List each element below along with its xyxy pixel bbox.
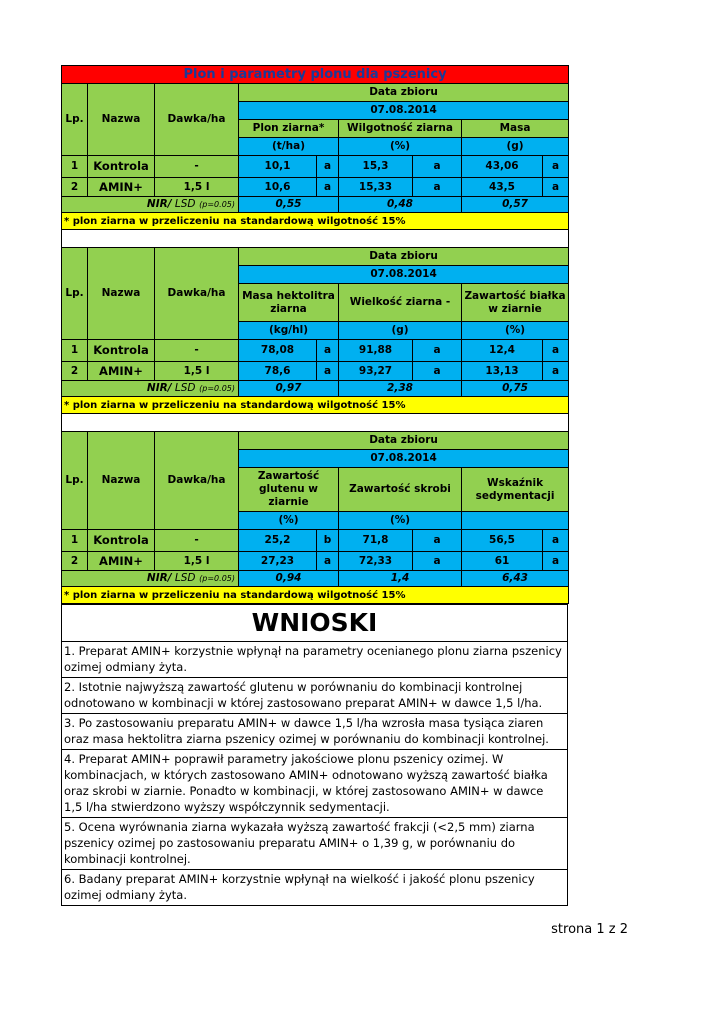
col-header: Zawartość białka w ziarnie xyxy=(462,284,569,322)
unit-header: (t/ha) xyxy=(239,138,339,156)
header-dawka: Dawka/ha xyxy=(155,248,239,340)
cell-value: 93,27 xyxy=(339,362,413,381)
cell-group: a xyxy=(543,552,569,571)
page-number: strona 1 z 2 xyxy=(551,922,628,937)
nir-label: NIR/ LSD (p=0.05) xyxy=(62,381,239,397)
table-row xyxy=(62,340,569,362)
cell-nazwa: AMIN+ xyxy=(88,178,155,197)
cell-value: 78,08 xyxy=(239,340,317,362)
cell-group: b xyxy=(317,530,339,552)
cell-value: 43,06 xyxy=(462,156,543,178)
cell-group: a xyxy=(543,530,569,552)
cell-value: 61 xyxy=(462,552,543,571)
nir-row xyxy=(62,197,569,213)
cell-group: a xyxy=(413,362,462,381)
conclusions-section xyxy=(61,604,568,906)
unit-header: (%) xyxy=(339,512,462,530)
cell-value: 43,5 xyxy=(462,178,543,197)
cell-value: 10,6 xyxy=(239,178,317,197)
nir-value: 1,4 xyxy=(339,571,462,587)
cell-value: 71,8 xyxy=(339,530,413,552)
col-header: Wilgotność ziarna xyxy=(339,120,462,138)
cell-nazwa: Kontrola xyxy=(88,340,155,362)
cell-dawka: - xyxy=(155,530,239,552)
conclusion-item: 6. Badany preparat AMIN+ korzystnie wpłynął na wielkość i jakość plonu pszenicy ozimej odmiany żyta. xyxy=(64,872,535,902)
nir-value: 0,97 xyxy=(239,381,339,397)
cell-group: a xyxy=(543,156,569,178)
conclusion-item: 2. Istotnie najwyższą zawartość glutenu w porównaniu do kombinacji kontrolnej odnotowano w kombinacji w której zastosowano preparat AMIN+ w dawce 1,5 l/ha. xyxy=(62,678,567,714)
nir-row xyxy=(62,381,569,397)
header-lp: Lp. xyxy=(62,432,88,530)
footnote: * plon ziarna w przeliczeniu na standardową wilgotność 15% xyxy=(62,587,569,604)
unit-header xyxy=(462,512,569,530)
cell-value: 72,33 xyxy=(339,552,413,571)
nir-value: 0,55 xyxy=(239,197,339,213)
header-lp: Lp. xyxy=(62,248,88,340)
unit-header: (%) xyxy=(462,322,569,340)
unit-header: (g) xyxy=(462,138,569,156)
nir-value: 0,75 xyxy=(462,381,569,397)
cell-group: a xyxy=(413,156,462,178)
cell-dawka: - xyxy=(155,340,239,362)
table-title: Plon i parametry plonu dla pszenicy xyxy=(62,66,569,84)
header-date: 07.08.2014 xyxy=(239,102,569,120)
cell-lp: 2 xyxy=(62,552,88,571)
cell-lp: 2 xyxy=(62,362,88,381)
results-table xyxy=(61,65,569,604)
cell-group: a xyxy=(543,178,569,197)
cell-nazwa: AMIN+ xyxy=(88,362,155,381)
conclusion-item: 5. Ocena wyrównania ziarna wykazała wyższą zawartość frakcji (<2,5 mm) ziarna pszenicy ozimej po zastosowaniu preparatu AMIN+ o 1,39 g, w porównaniu do kombinacji kontrolnej. xyxy=(62,818,567,870)
cell-group: a xyxy=(413,340,462,362)
cell-nazwa: AMIN+ xyxy=(88,552,155,571)
cell-value: 91,88 xyxy=(339,340,413,362)
conclusion-item: 1. Preparat AMIN+ korzystnie wpłynął na parametry ocenianego plonu ziarna pszenicy ozimej odmiany żyta. xyxy=(62,642,567,678)
header-dawka: Dawka/ha xyxy=(155,432,239,530)
nir-label: NIR/ LSD (p=0.05) xyxy=(62,571,239,587)
results-sheet xyxy=(61,65,568,906)
conclusion-item: 3. Po zastosowaniu preparatu AMIN+ w dawce 1,5 l/ha wzrosła masa tysiąca ziaren oraz masa hektolitra ziarna pszenicy ozimej w porównaniu do kombinacji kontrolnej. xyxy=(62,714,567,750)
table-row xyxy=(62,530,569,552)
cell-dawka: 1,5 l xyxy=(155,178,239,197)
header-date: 07.08.2014 xyxy=(239,450,569,468)
cell-group: a xyxy=(317,362,339,381)
conclusion-item: 4. Preparat AMIN+ poprawił parametry jakościowe plonu pszenicy ozimej. W kombinacjach, w których zastosowano AMIN+ odnotowano wyższą zawartość białka oraz skrobi w ziarnie. Ponadto w kombinacji, w której zastosowano AMIN+ w dawce 1,5 l/ha stwierdzono wyższy współczynnik sedymentacji. xyxy=(62,750,567,818)
cell-value: 78,6 xyxy=(239,362,317,381)
footnote: * plon ziarna w przeliczeniu na standardową wilgotność 15% xyxy=(62,397,569,414)
cell-group: a xyxy=(413,552,462,571)
header-nazwa: Nazwa xyxy=(88,248,155,340)
cell-dawka: 1,5 l xyxy=(155,362,239,381)
cell-group: a xyxy=(317,178,339,197)
cell-group: a xyxy=(543,362,569,381)
col-header: Zawartość skrobi xyxy=(339,468,462,512)
table-row xyxy=(62,362,569,381)
cell-value: 13,13 xyxy=(462,362,543,381)
nir-row xyxy=(62,571,569,587)
cell-group: a xyxy=(317,340,339,362)
unit-header: (%) xyxy=(239,512,339,530)
header-date: 07.08.2014 xyxy=(239,266,569,284)
nir-value: 6,43 xyxy=(462,571,569,587)
cell-lp: 1 xyxy=(62,340,88,362)
header-data-zbioru: Data zbioru xyxy=(239,84,569,102)
cell-value: 56,5 xyxy=(462,530,543,552)
nir-value: 0,57 xyxy=(462,197,569,213)
cell-lp: 2 xyxy=(62,178,88,197)
cell-dawka: - xyxy=(155,156,239,178)
nir-value: 0,48 xyxy=(339,197,462,213)
header-nazwa: Nazwa xyxy=(88,84,155,156)
header-data-zbioru: Data zbioru xyxy=(239,432,569,450)
cell-group: a xyxy=(413,178,462,197)
header-nazwa: Nazwa xyxy=(88,432,155,530)
unit-header: (kg/hl) xyxy=(239,322,339,340)
cell-lp: 1 xyxy=(62,530,88,552)
cell-group: a xyxy=(413,530,462,552)
spacer-row xyxy=(62,230,569,248)
col-header: Masa hektolitra ziarna xyxy=(239,284,339,322)
col-header: Zawartość glutenu w ziarnie xyxy=(239,468,339,512)
table-row xyxy=(62,178,569,197)
cell-value: 15,3 xyxy=(339,156,413,178)
cell-value: 12,4 xyxy=(462,340,543,362)
cell-dawka: 1,5 l xyxy=(155,552,239,571)
unit-header: (g) xyxy=(339,322,462,340)
cell-group: a xyxy=(543,340,569,362)
conclusions-title: WNIOSKI xyxy=(62,604,567,642)
unit-header: (%) xyxy=(339,138,462,156)
header-dawka: Dawka/ha xyxy=(155,84,239,156)
nir-value: 2,38 xyxy=(339,381,462,397)
header-lp: Lp. xyxy=(62,84,88,156)
cell-group: a xyxy=(317,156,339,178)
cell-lp: 1 xyxy=(62,156,88,178)
cell-value: 15,33 xyxy=(339,178,413,197)
nir-label: NIR/ LSD (p=0.05) xyxy=(62,197,239,213)
footnote: * plon ziarna w przeliczeniu na standardową wilgotność 15% xyxy=(62,213,569,230)
table-row xyxy=(62,156,569,178)
col-header: Masa xyxy=(462,120,569,138)
nir-value: 0,94 xyxy=(239,571,339,587)
cell-group: a xyxy=(317,552,339,571)
col-header: Plon ziarna* xyxy=(239,120,339,138)
cell-value: 25,2 xyxy=(239,530,317,552)
spacer-row xyxy=(62,414,569,432)
header-data-zbioru: Data zbioru xyxy=(239,248,569,266)
cell-value: 10,1 xyxy=(239,156,317,178)
cell-nazwa: Kontrola xyxy=(88,156,155,178)
cell-nazwa: Kontrola xyxy=(88,530,155,552)
cell-value: 27,23 xyxy=(239,552,317,571)
col-header: Wielkość ziarna - xyxy=(339,284,462,322)
table-row xyxy=(62,552,569,571)
col-header: Wskaźnik sedymentacji xyxy=(462,468,569,512)
